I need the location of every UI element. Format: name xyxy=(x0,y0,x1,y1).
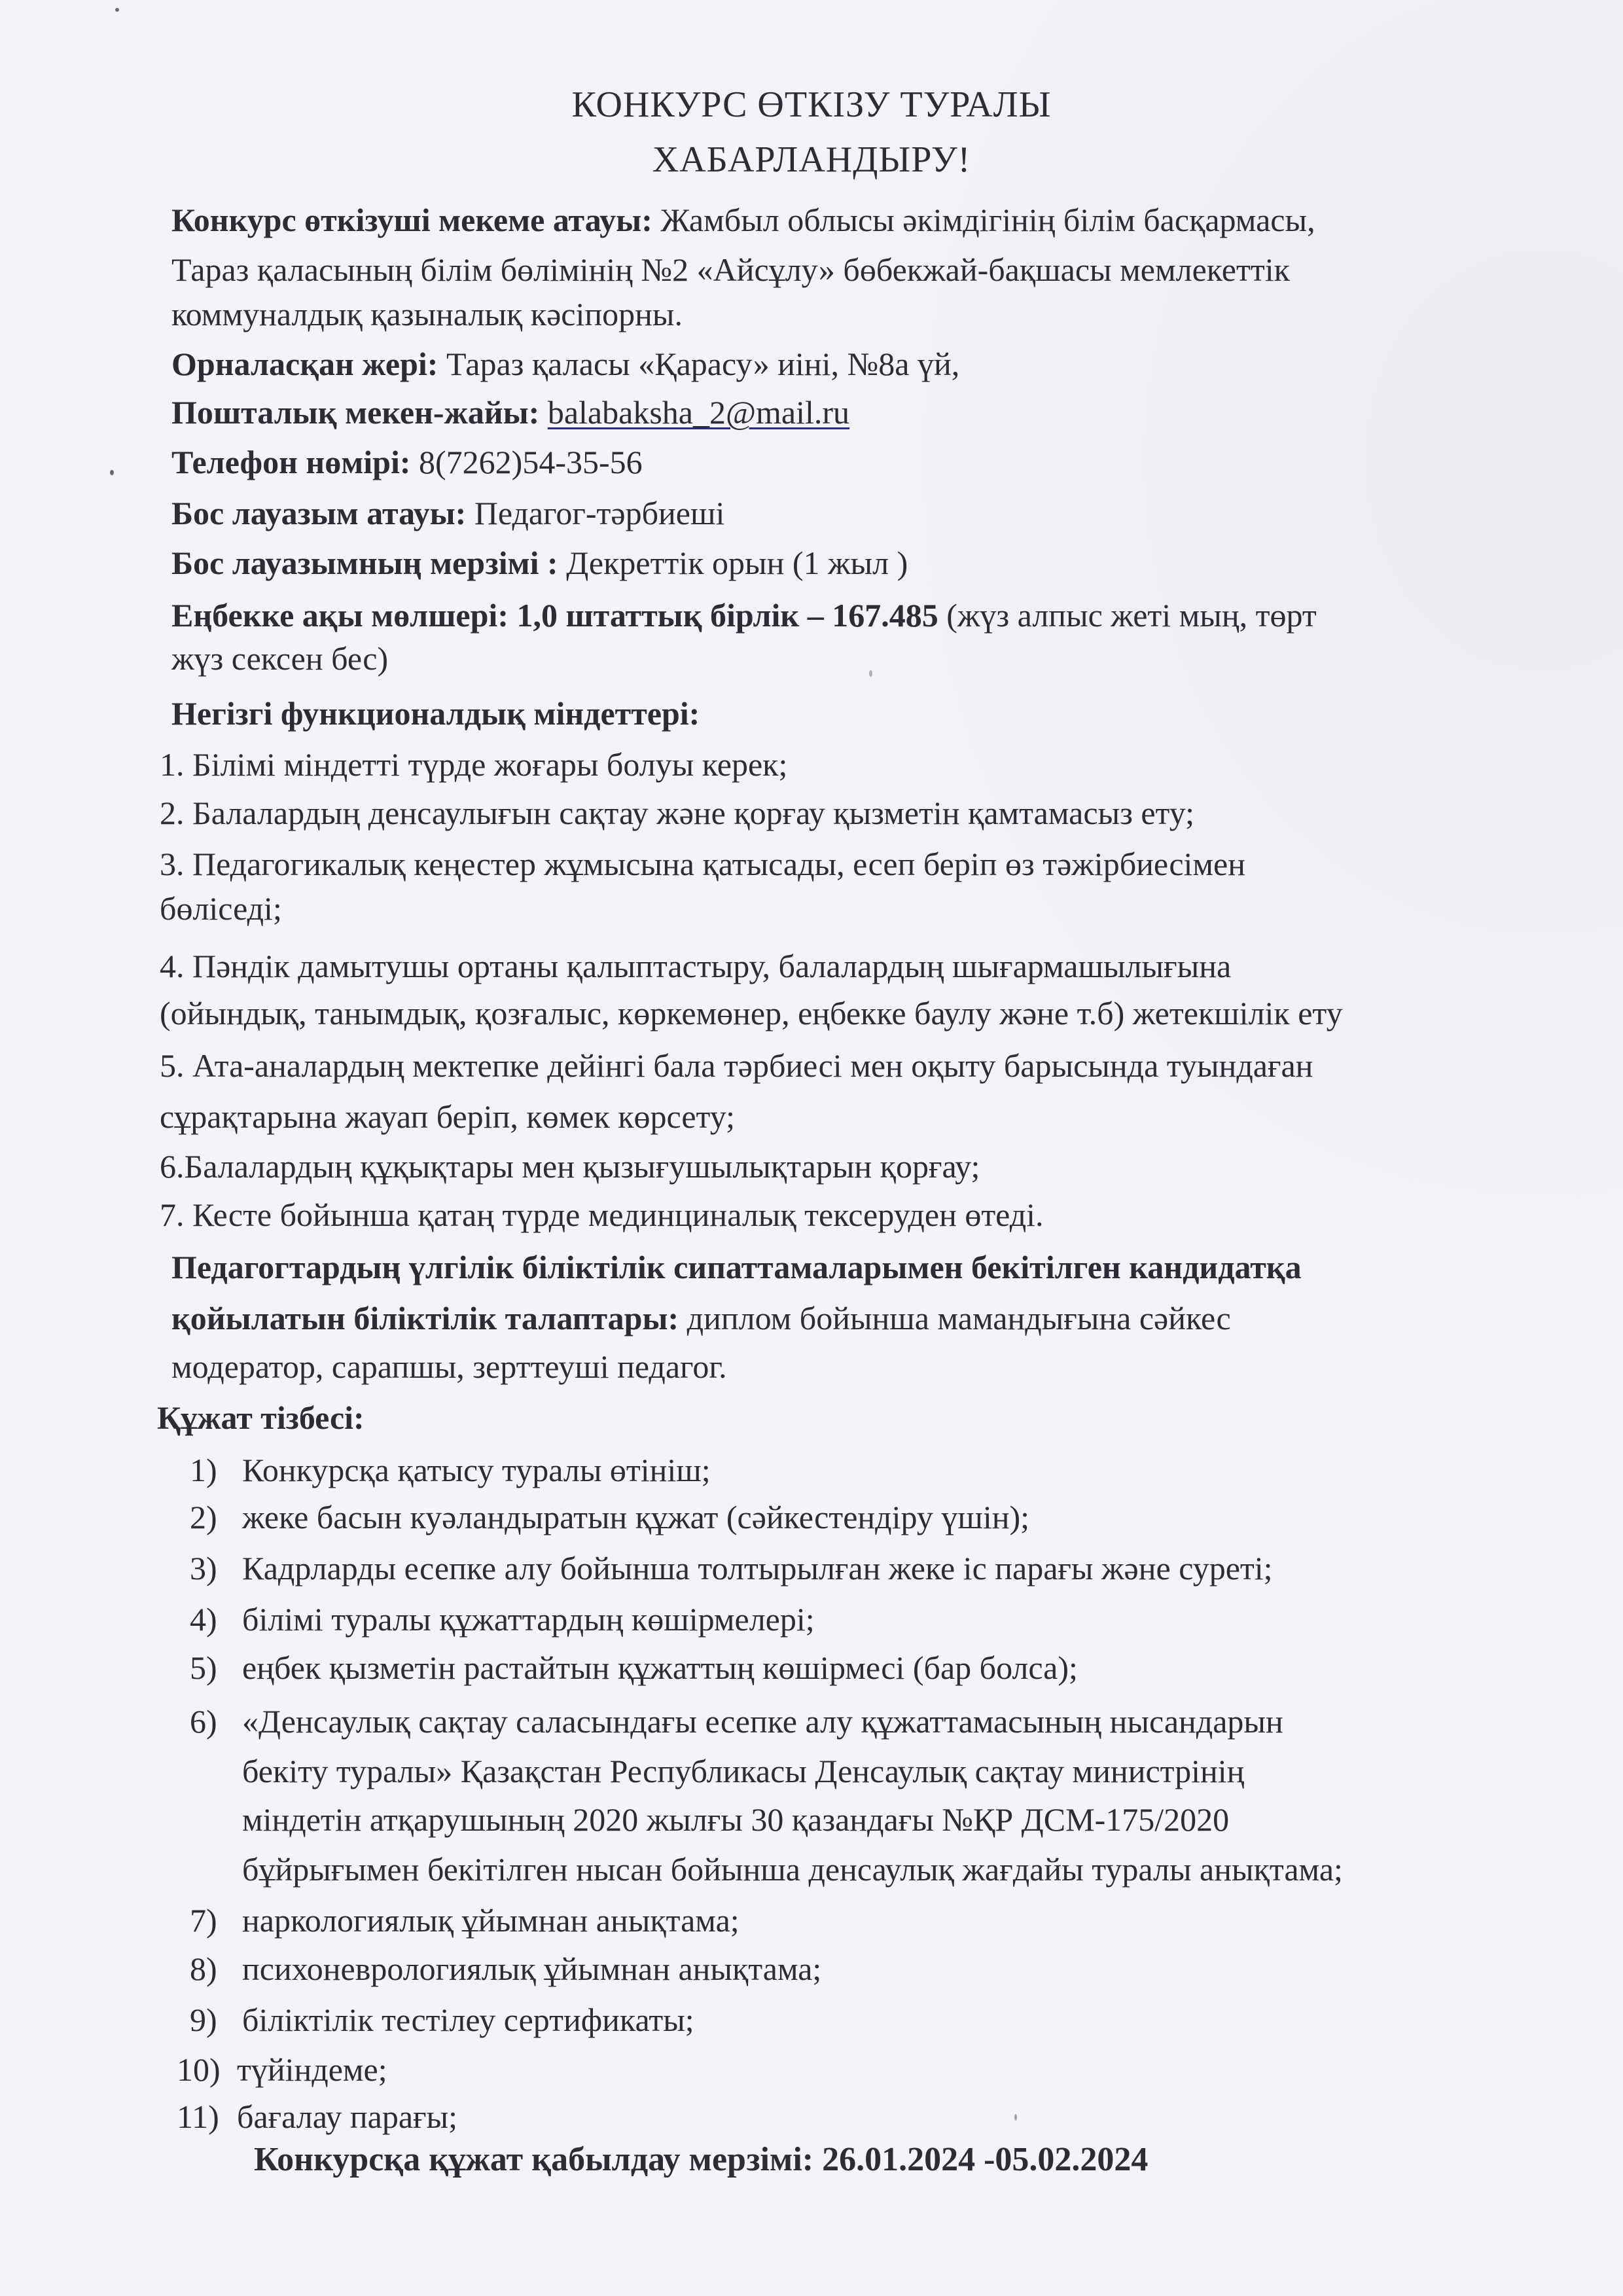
document-item-text: наркологиялық ұйымнан анықтама; xyxy=(242,1902,740,1939)
salary-label: Еңбекке ақы мөлшері: 1,0 штаттық бірлік – 167.485 xyxy=(171,597,938,634)
term-value: Декреттік орын (1 жыл ) xyxy=(558,545,908,581)
location-line xyxy=(171,344,959,384)
document-item-number: 5) xyxy=(190,1649,217,1686)
duty-line: бөліседі; xyxy=(160,890,282,927)
term-line xyxy=(171,543,908,583)
requirements-label-line2: қойылатын біліктілік талаптары: xyxy=(171,1300,679,1336)
term-label: Бос лауазымның мерзімі : xyxy=(171,545,558,581)
document-item-text: түйіндеме; xyxy=(237,2051,387,2088)
scan-speck xyxy=(1014,2114,1017,2121)
document-item-text: бекіту туралы» Қазақстан Республикасы Денсаулық сақтау министрінің xyxy=(242,1753,1245,1789)
document-item-number: 6) xyxy=(190,1703,217,1740)
postal-label: Пошталық мекен-жайы: xyxy=(171,394,540,431)
document-item-number: 3) xyxy=(190,1550,217,1587)
organization-line2: Тараз қаласының білім бөлімінің №2 «Айсұлу» бөбекжай-бақшасы мемлекеттік xyxy=(171,251,1290,288)
phone-line xyxy=(171,442,643,482)
salary-line1 xyxy=(171,596,1317,635)
postal-line xyxy=(171,393,849,432)
document-item-number: 2) xyxy=(190,1499,217,1535)
organization-label: Конкурс өткізуші мекеме атауы: xyxy=(171,202,652,238)
organization-line3: коммуналдық қазыналық кәсіпорны. xyxy=(171,296,683,332)
document-item-number: 9) xyxy=(190,2001,217,2038)
documents-heading-text: Құжат тізбесі: xyxy=(157,1399,365,1436)
document-item-text: Конкурсқа қатысу туралы өтініш; xyxy=(242,1452,711,1488)
duty-line: 3. Педагогикалық кеңестер жұмысына қатысады, есеп беріп өз тәжірбиесімен xyxy=(160,846,1246,882)
document-item-number: 7) xyxy=(190,1902,217,1939)
vacancy-value: Педагог-тәрбиеші xyxy=(466,495,725,531)
document-item-text: міндетін атқарушының 2020 жылғы 30 қазандағы №ҚР ДСМ-175/2020 xyxy=(242,1801,1230,1838)
announcement-title-line1: КОНКУРС ӨТКІЗУ ТУРАЛЫ xyxy=(571,84,1052,125)
duty-line: 4. Пәндік дамытушы ортаны қалыптастыру, балалардың шығармашылығына xyxy=(160,948,1232,984)
document-item-text: бұйрығымен бекітілген нысан бойынша денсаулық жағдайы туралы анықтама; xyxy=(242,1851,1343,1888)
submission-deadline: Конкурсқа құжат қабылдау мерзімі: 26.01.2024 -05.02.2024 xyxy=(254,2141,1149,2178)
phone-label: Телефон нөмірі: xyxy=(171,444,411,480)
organization-value: Жамбыл облысы әкімдігінің білім басқармасы, xyxy=(652,202,1315,238)
salary-line2: жүз сексен бес) xyxy=(171,640,389,677)
requirements-line1 xyxy=(171,1247,1302,1287)
vacancy-label: Бос лауазым атауы: xyxy=(171,495,467,531)
scan-speck xyxy=(110,470,114,475)
document-item-text: «Денсаулық сақтау саласындағы есепке алу құжаттамасының нысандарын xyxy=(242,1703,1283,1740)
requirements-value: диплом бойынша мамандығына сәйкес xyxy=(679,1300,1231,1336)
location-value: Тараз қаласы «Қарасу» иіні, №8а үй, xyxy=(438,346,960,382)
scan-speck xyxy=(115,8,119,12)
document-item-number: 8) xyxy=(190,1950,217,1987)
duties-heading xyxy=(171,694,700,733)
location-label: Орналасқан жері: xyxy=(171,346,438,382)
document-item-text: психоневрологиялық ұйымнан анықтама; xyxy=(242,1950,822,1987)
duty-line: 2. Балалардың денсаулығын сақтау және қорғау қызметін қамтамасыз ету; xyxy=(160,795,1194,831)
document-item-number: 10) xyxy=(177,2051,221,2088)
document-item-text: білімі туралы құжаттардың көшірмелері; xyxy=(242,1601,815,1638)
duty-line: 1. Білімі міндетті түрде жоғары болуы керек; xyxy=(160,746,788,783)
requirements-line3: модератор, сарапшы, зерттеуші педагог. xyxy=(171,1348,727,1385)
duty-line: 7. Кесте бойынша қатаң түрде мединциналық тексеруден өтеді. xyxy=(160,1196,1044,1233)
documents-heading xyxy=(157,1398,365,1437)
organization-line1 xyxy=(171,200,1315,240)
requirements-label-line1: Педагогтардың үлгілік біліктілік сипаттамаларымен бекітілген кандидатқа xyxy=(171,1249,1302,1285)
document-item-text: бағалау парағы; xyxy=(237,2098,458,2135)
document-item-text: Кадрларды есепке алу бойынша толтырылған жеке іс парағы және суреті; xyxy=(242,1550,1273,1587)
document-item-number: 4) xyxy=(190,1601,217,1638)
vacancy-line xyxy=(171,493,724,533)
requirements-line2 xyxy=(171,1299,1231,1338)
email-link[interactable]: balabaksha_2@mail.ru xyxy=(547,394,850,431)
document-item-text: біліктілік тестілеу сертификаты; xyxy=(242,2001,694,2038)
announcement-title-line2: ХАБАРЛАНДЫРУ! xyxy=(652,139,971,180)
duties-heading-text: Негізгі функционалдық міндеттері: xyxy=(171,695,700,732)
document-item-text: жеке басын куәландыратын құжат (сәйкестендіру үшін); xyxy=(242,1499,1030,1535)
duty-line: сұрақтарына жауап беріп, көмек көрсету; xyxy=(160,1098,735,1135)
phone-value: 8(7262)54-35-56 xyxy=(410,444,643,480)
document-item-number: 1) xyxy=(190,1452,217,1488)
scan-speck xyxy=(869,670,872,677)
duty-line: 5. Ата-аналардың мектепке дейінгі бала тәрбиесі мен оқыту барысында туындаған xyxy=(160,1047,1313,1084)
document-item-text: еңбек қызметін растайтын құжаттың көшірмесі (бар болса); xyxy=(242,1649,1078,1686)
duty-line: (ойындық, танымдық, қозғалыс, көркемөнер, еңбекке баулу және т.б) жетекшілік ету xyxy=(160,995,1343,1031)
document-item-number: 11) xyxy=(177,2098,219,2135)
duty-line: 6.Балалардың құқықтары мен қызығушылықтарын қорғау; xyxy=(160,1148,980,1185)
salary-value-words: (жүз алпыс жеті мың, төрт xyxy=(938,597,1317,634)
